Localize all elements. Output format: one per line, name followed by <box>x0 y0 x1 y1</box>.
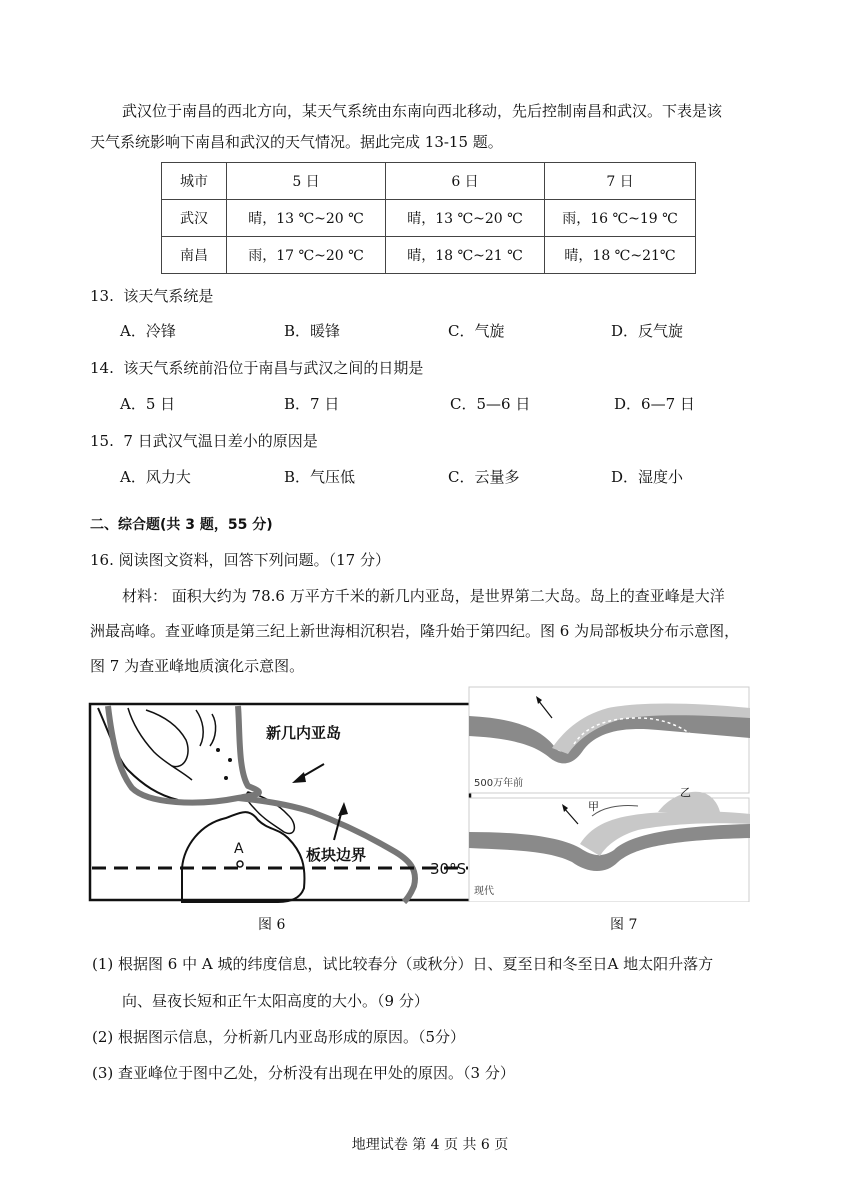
subquestion-2: (2) 根据图示信息，分析新几内亚岛形成的原因。（5分） <box>92 1028 466 1046</box>
figure-6-map <box>88 700 474 904</box>
table-cell: 晴，13 ℃~20 ℃ <box>386 200 545 237</box>
table-cell: 晴，18 ℃~21℃ <box>545 237 696 274</box>
subquestion-3: (3) 查亚峰位于图中乙处，分析没有出现在甲处的原因。（3 分） <box>92 1064 515 1082</box>
question-stem: 该天气系统是 <box>123 287 214 305</box>
subquestion-1-line-2: 向、昼夜长短和正午太阳高度的大小。（9 分） <box>122 992 429 1010</box>
table-header-cell: 7 日 <box>545 163 696 200</box>
option-a: A．风力大 <box>120 468 191 486</box>
option-d: D．6—7 日 <box>614 395 695 413</box>
table-header-row <box>162 163 696 200</box>
table-cell: 雨，16 ℃~19 ℃ <box>545 200 696 237</box>
option-a: A．冷锋 <box>120 322 176 340</box>
figure-7-caption: 图 7 <box>610 917 638 933</box>
question-stem: 该天气系统前沿位于南昌与武汉之间的日期是 <box>123 359 424 377</box>
question-14 <box>90 357 423 378</box>
table-header-cell: 城市 <box>162 163 227 200</box>
table-cell: 晴，18 ℃~21 ℃ <box>386 237 545 274</box>
table-cell: 南昌 <box>162 237 227 274</box>
table-cell: 雨，17 ℃~20 ℃ <box>227 237 386 274</box>
question-stem: 7 日武汉气温日差小的原因是 <box>123 432 318 450</box>
label-yi: 乙 <box>680 786 691 799</box>
table-cell: 武汉 <box>162 200 227 237</box>
label-new-guinea: 新几内亚岛 <box>266 724 342 742</box>
question-15 <box>90 430 318 451</box>
label-city-a: A <box>234 841 244 857</box>
option-c: C．气旋 <box>448 322 505 340</box>
islet-dot <box>228 758 232 762</box>
question-number: 14. <box>90 359 114 377</box>
option-b: B．暖锋 <box>284 322 341 340</box>
table-header-cell: 6 日 <box>386 163 545 200</box>
option-c: C．云量多 <box>448 468 520 486</box>
option-d: D．湿度小 <box>611 468 684 486</box>
question-number: 15. <box>90 432 114 450</box>
table-row <box>162 200 696 237</box>
islet-dot <box>224 776 228 780</box>
section-title: 二、综合题(共 3 题，55 分) <box>90 517 273 533</box>
option-b: B．7 日 <box>284 395 340 413</box>
option-b: B．气压低 <box>284 468 356 486</box>
label-5ma: 500万年前 <box>474 778 524 789</box>
question-16: 16. 阅读图文资料，回答下列问题。（17 分） <box>90 551 390 569</box>
option-a: A．5 日 <box>120 395 176 413</box>
figure-6-caption: 图 6 <box>258 917 286 933</box>
label-now: 现代 <box>474 886 494 897</box>
question-13 <box>90 285 213 306</box>
figure-7-diagram <box>468 686 750 902</box>
table-row <box>162 237 696 274</box>
label-plate-boundary: 板块边界 <box>306 846 367 864</box>
islet-dot <box>216 748 220 752</box>
label-latitude: 30°S <box>430 860 467 878</box>
option-d: D．反气旋 <box>611 322 684 340</box>
question-number: 13. <box>90 287 114 305</box>
page-footer: 地理试卷 第 4 页 共 6 页 <box>351 1137 509 1153</box>
intro-line-2: 天气系统影响下南昌和武汉的天气情况。据此完成 13-15 题。 <box>90 133 503 151</box>
label-jia: 甲 <box>588 800 599 813</box>
material-line-2: 洲最高峰。查亚峰顶是第三纪上新世海相沉积岩，隆升始于第四纪。图 6 为局部板块分布示意图， <box>90 622 740 640</box>
subquestion-1-line-1: (1) 根据图 6 中 A 城的纬度信息，试比较春分（或秋分）日、夏至日和冬至日A 地太阳升落方 <box>92 955 714 973</box>
material-line-1: 材料： 面积大约为 78.6 万平方千米的新几内亚岛，是世界第二大岛。岛上的查亚峰是大洋 <box>122 587 725 605</box>
intro-line-1: 武汉位于南昌的西北方向，某天气系统由东南向西北移动，先后控制南昌和武汉。下表是该 <box>122 102 723 120</box>
weather-table <box>161 162 696 274</box>
table-header-cell: 5 日 <box>227 163 386 200</box>
material-line-3: 图 7 为查亚峰地质演化示意图。 <box>90 657 305 675</box>
option-c: C．5—6 日 <box>450 395 531 413</box>
table-cell: 晴，13 ℃~20 ℃ <box>227 200 386 237</box>
